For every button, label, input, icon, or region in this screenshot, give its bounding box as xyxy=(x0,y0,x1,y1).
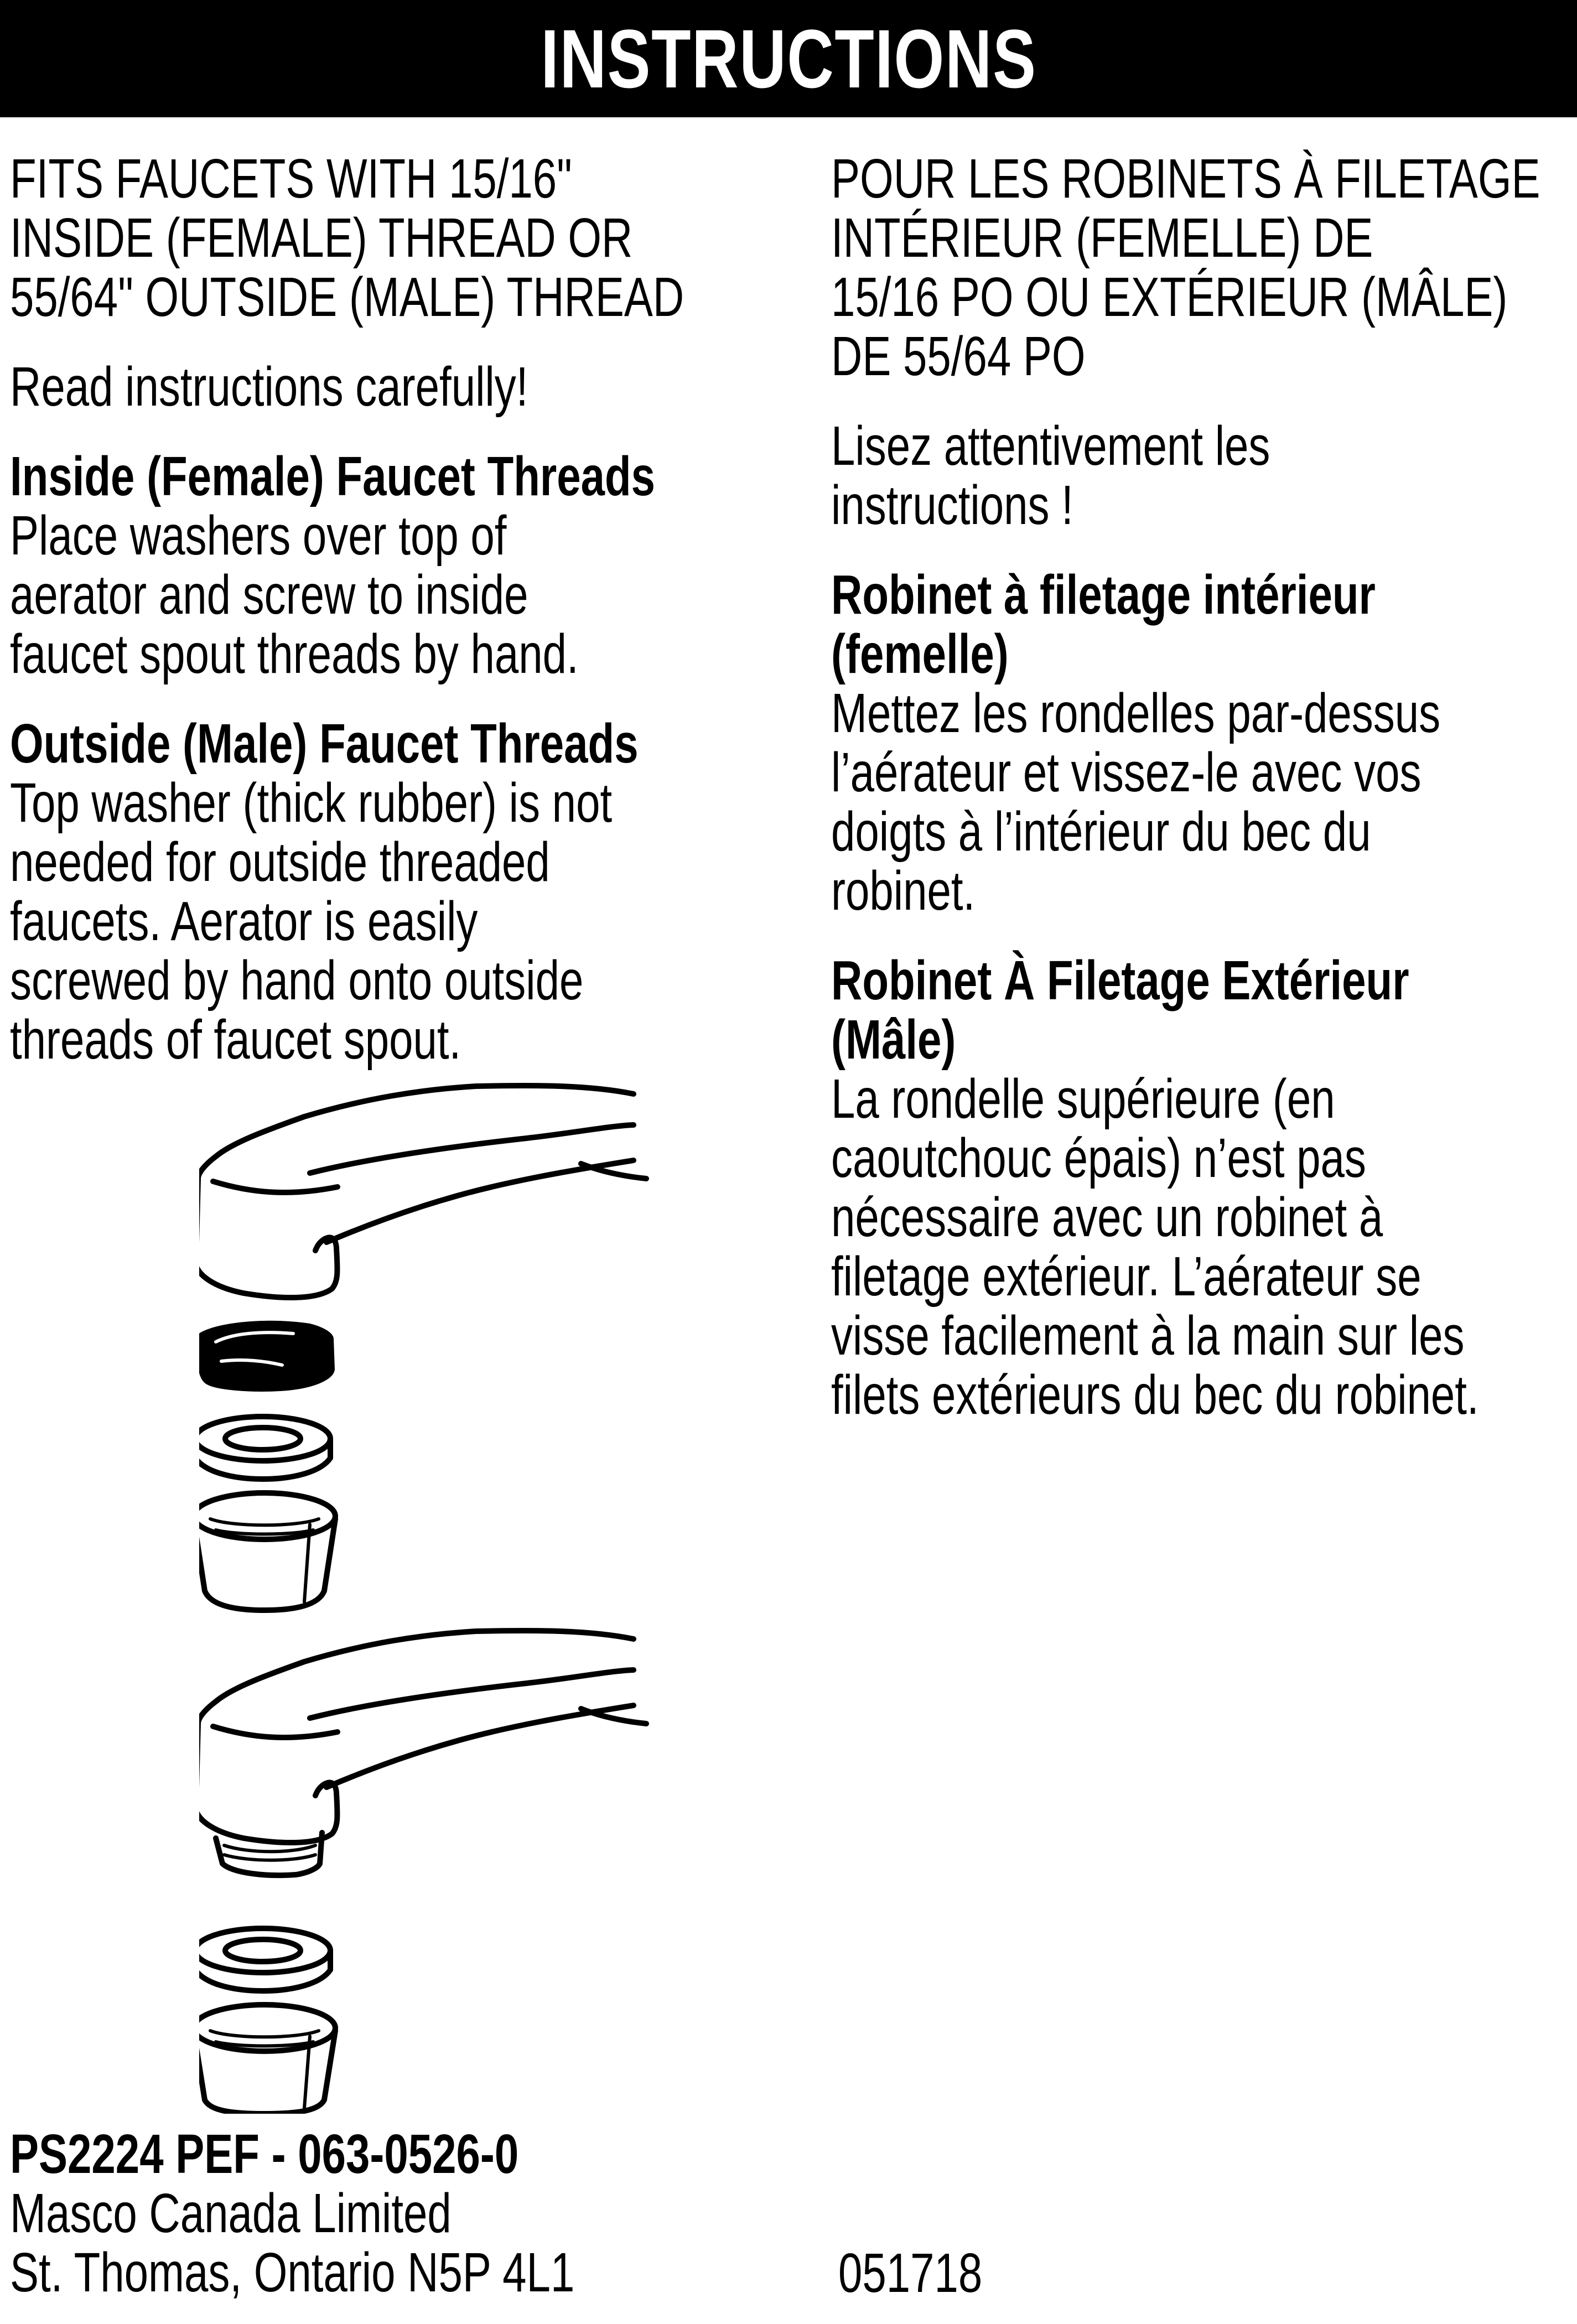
fits-statement-en xyxy=(10,148,684,328)
body-line: caoutchouc épais) n’est pas xyxy=(831,1127,1366,1189)
aerator-icon xyxy=(199,1493,335,1610)
body-line: nécessaire avec un robinet à xyxy=(831,1186,1383,1248)
body-line: faucet spout threads by hand. xyxy=(10,623,579,685)
female-thread-illustration xyxy=(199,1082,664,1613)
fits-line: DE 55/64 PO xyxy=(831,325,1086,387)
document-code: 051718 xyxy=(838,2242,983,2304)
footer xyxy=(10,2125,574,2302)
aerator-icon xyxy=(199,2005,335,2114)
inside-section-fr xyxy=(831,564,1441,922)
instructions-header xyxy=(0,0,1577,117)
fits-line: INSIDE (FEMALE) THREAD OR xyxy=(10,207,633,269)
body-line: threads of faucet spout. xyxy=(10,1009,461,1071)
body-line: visse facilement à la main sur les xyxy=(831,1305,1465,1367)
body-line: aerator and screw to inside xyxy=(10,564,528,626)
read-carefully-en xyxy=(10,357,614,417)
body-line: Place washers over top of xyxy=(10,505,507,567)
fits-line: 55/64" OUTSIDE (MALE) THREAD xyxy=(10,266,684,328)
outside-section-fr xyxy=(831,950,1479,1426)
part-number: PS2224 PEF - 063-0526-0 xyxy=(10,2123,519,2185)
inside-section-en xyxy=(10,445,656,685)
fits-line: INTÉRIEUR (FEMELLE) DE xyxy=(831,207,1373,269)
read-line: Read instructions carefully! xyxy=(10,356,528,418)
section-heading: (femelle) xyxy=(831,623,1009,685)
faucet-spout-male-thread-icon xyxy=(199,1631,646,1875)
faucet-spout-icon xyxy=(199,1086,646,1298)
section-heading: Inside (Female) Faucet Threads xyxy=(10,445,656,507)
read-carefully-fr xyxy=(831,417,1409,535)
flat-washer-icon xyxy=(199,1417,330,1479)
company-name: Masco Canada Limited xyxy=(10,2182,452,2244)
french-column xyxy=(831,149,1573,1455)
male-thread-illustration xyxy=(199,1627,664,2114)
body-line: La rondelle supérieure (en xyxy=(831,1068,1335,1130)
english-column xyxy=(10,149,785,1100)
body-line: l’aérateur et vissez-le avec vos xyxy=(831,741,1422,803)
flat-washer-icon xyxy=(199,1928,330,1991)
body-line: filets extérieurs du bec du robinet. xyxy=(831,1364,1479,1426)
section-heading: Robinet à filetage intérieur xyxy=(831,564,1376,626)
fits-statement-fr xyxy=(831,148,1540,387)
body-line: robinet. xyxy=(831,860,976,922)
body-line: Top washer (thick rubber) is not xyxy=(10,772,613,834)
page-title: INSTRUCTIONS xyxy=(540,12,1037,105)
fits-line: POUR LES ROBINETS À FILETAGE xyxy=(831,148,1540,210)
body-line: filetage extérieur. L’aérateur se xyxy=(831,1246,1422,1308)
section-heading: (Mâle) xyxy=(831,1009,956,1071)
body-line: doigts à l’intérieur du bec du xyxy=(831,801,1371,863)
read-line: Lisez attentivement les xyxy=(831,415,1270,477)
fits-line: FITS FAUCETS WITH 15/16" xyxy=(10,148,572,210)
section-heading: Outside (Male) Faucet Threads xyxy=(10,713,639,775)
fits-line: 15/16 PO OU EXTÉRIEUR (MÂLE) xyxy=(831,266,1508,328)
body-line: Mettez les rondelles par-dessus xyxy=(831,682,1441,744)
company-address: St. Thomas, Ontario N5P 4L1 xyxy=(10,2242,575,2304)
body-line: faucets. Aerator is easily xyxy=(10,890,478,952)
thick-washer-icon xyxy=(199,1322,333,1390)
section-heading: Robinet À Filetage Extérieur xyxy=(831,950,1409,1011)
read-line: instructions ! xyxy=(831,474,1073,536)
body-line: screwed by hand onto outside xyxy=(10,950,584,1011)
body-line: needed for outside threaded xyxy=(10,831,550,893)
outside-section-en xyxy=(10,713,639,1071)
